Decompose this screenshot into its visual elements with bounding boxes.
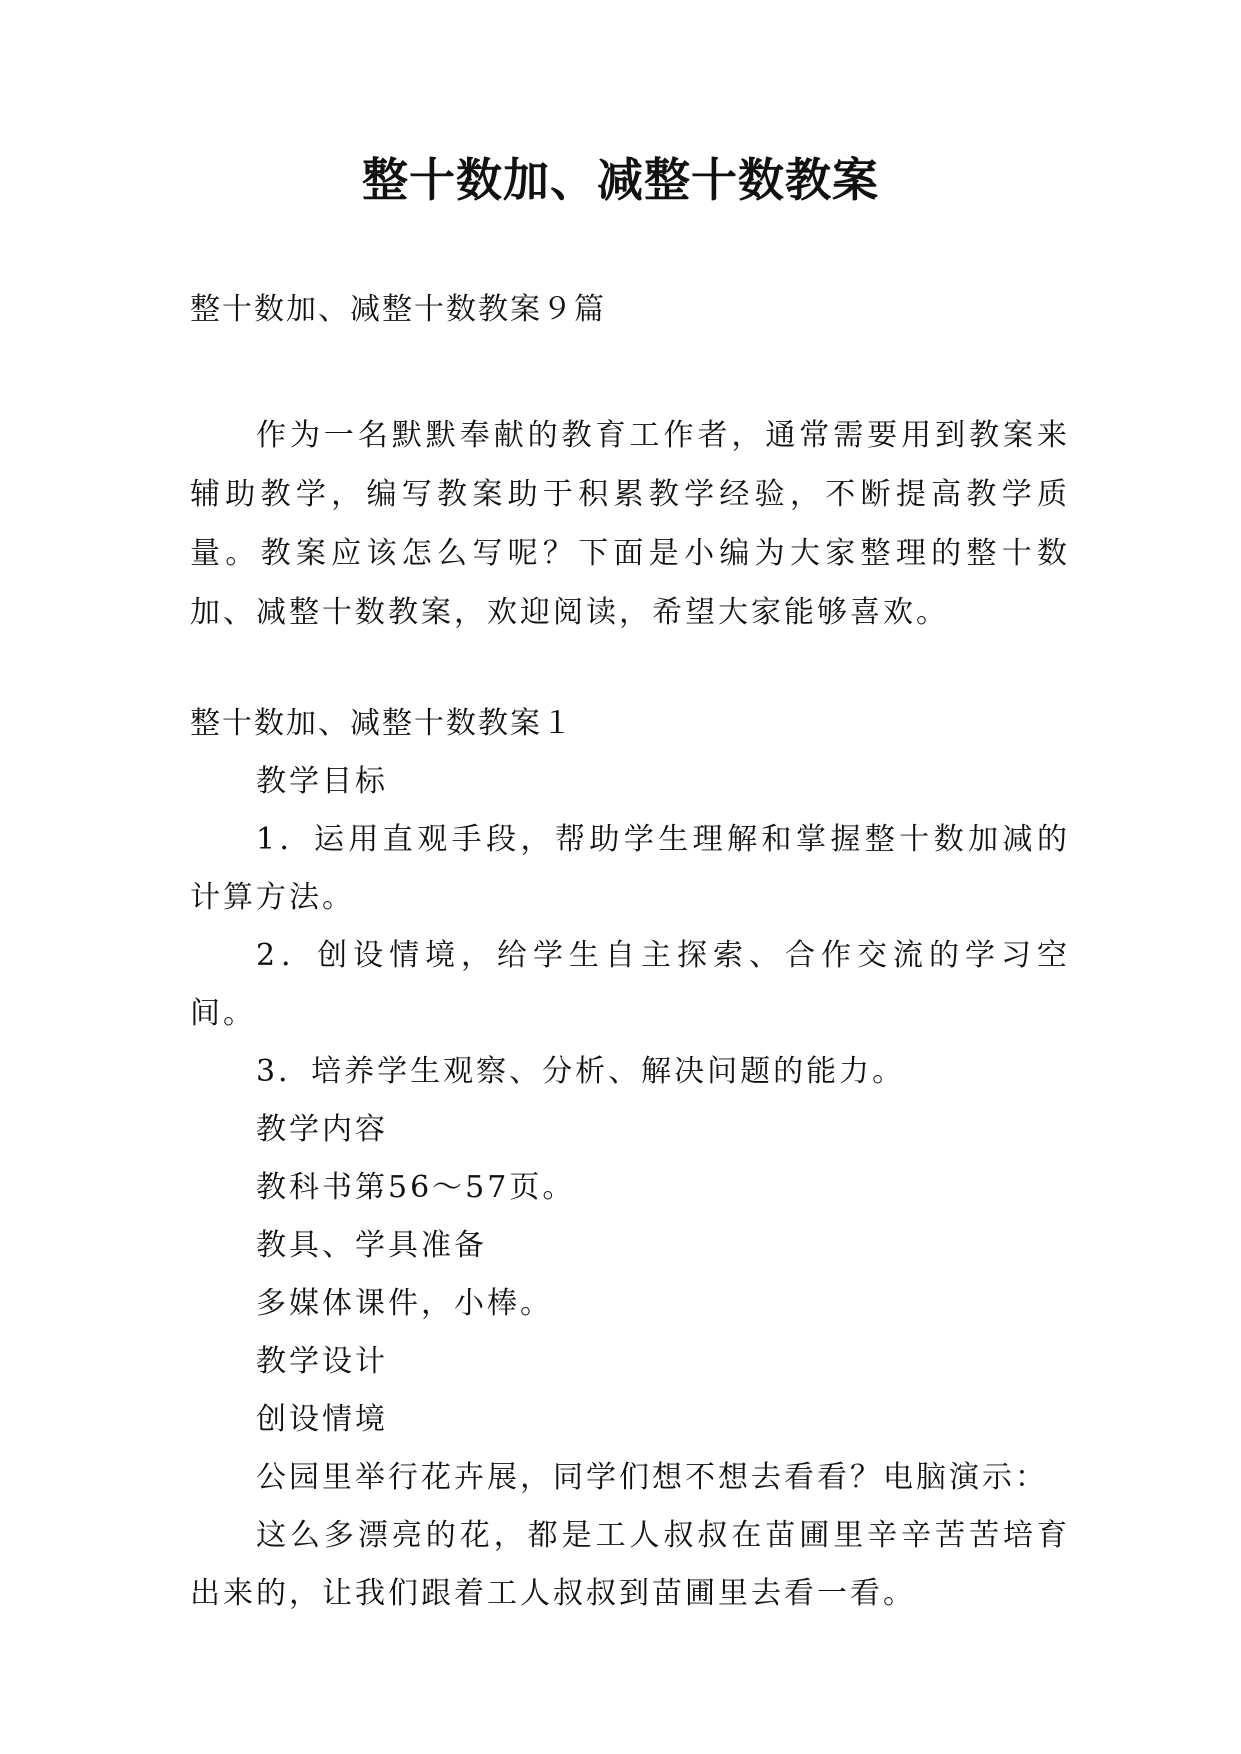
intro-paragraph: 作为一名默默奉献的教育工作者，通常需要用到教案来辅助教学，编写教案助于积累教学经验，不断提高教学质量。教案应该怎么写呢？下面是小编为大家整理的整十数加、减整十数教案，欢迎阅读，希望大家能够喜欢。 [190, 418, 1070, 630]
heading-teaching-content: 教学内容 [256, 1112, 388, 1147]
heading-create-situation: 创设情境 [256, 1402, 388, 1437]
goal-item-2: 2．创设情境，给学生自主探索、合作交流的学习空间。 [190, 938, 1070, 1031]
section-heading: 整十数加、减整十数教案１ [190, 706, 574, 741]
situation-text-1: 公园里举行花卉展，同学们想不想去看看？电脑演示： [256, 1460, 1048, 1495]
goal-item-3: 3．培养学生观察、分析、解决问题的能力。 [256, 1054, 906, 1089]
goal-item-1: 1．运用直观手段，帮助学生理解和掌握整十数加减的计算方法。 [190, 822, 1070, 915]
heading-teaching-design: 教学设计 [256, 1344, 388, 1379]
heading-teaching-goals: 教学目标 [256, 764, 388, 799]
heading-materials: 教具、学具准备 [256, 1228, 487, 1263]
document-title: 整十数加、减整十数教案 [362, 153, 879, 207]
lesson-plan-section-1 [190, 695, 1070, 1623]
teaching-content-text: 教科书第56～57页。 [256, 1170, 576, 1205]
materials-text: 多媒体课件，小棒。 [256, 1286, 553, 1321]
document-subtitle: 整十数加、减整十数教案９篇 [190, 292, 606, 327]
situation-text-2: 这么多漂亮的花，都是工人叔叔在苗圃里辛辛苦苦培育出来的，让我们跟着工人叔叔到苗圃里去看一看。 [190, 1518, 1070, 1611]
